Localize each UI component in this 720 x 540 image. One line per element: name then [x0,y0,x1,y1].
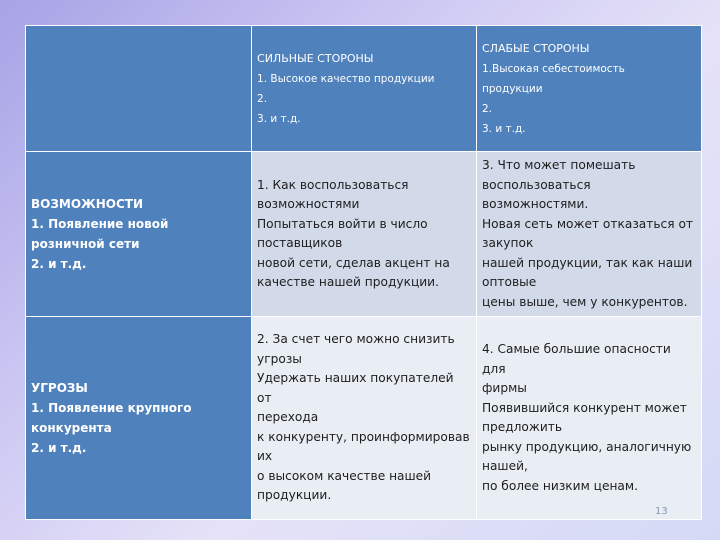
threats-line: конкурента [31,421,112,435]
strengths-line: 1. Высокое качество продукции [257,72,435,85]
so-strategy-cell [252,152,477,317]
st-line: Удержать наших покупателей от [257,371,454,405]
wo-line: нашей продукции, так как наши [482,255,693,270]
swot-header-row [26,26,702,152]
st-line: перехода [257,410,319,425]
wo-line: Новая сеть может отказаться от [482,216,694,231]
swot-threats-row [26,317,702,520]
st-strategy-cell [252,317,477,520]
so-line: Попытаться войти в число [257,216,428,231]
wt-line: фирмы [482,381,527,395]
wo-line: возможностями. [482,197,589,211]
wo-line: закупок [482,236,534,250]
strengths-title: СИЛЬНЫЕ СТОРОНЫ [257,51,374,65]
weaknesses-title: СЛАБЫЕ СТОРОНЫ [482,41,590,55]
opportunities-line: розничной сети [31,237,140,251]
wt-line: по более низким ценам. [482,478,638,493]
page-number: 13 [655,506,668,517]
strengths-line: 2. [257,92,268,105]
st-line: о высоком качестве нашей [257,468,432,483]
wo-strategy-cell [477,152,702,317]
so-line: возможностями [257,197,360,211]
opportunities-title: ВОЗМОЖНОСТИ [31,197,143,211]
wt-line: Появившийся конкурент может [482,400,687,415]
so-line: новой сети, сделав акцент на [257,255,450,270]
weaknesses-line: 1.Высокая себестоимость [482,62,625,75]
wo-line: 3. Что может помешать [482,158,636,172]
threats-line: 1. Появление крупного [31,401,192,415]
threats-title: УГРОЗЫ [31,381,88,395]
so-line: качестве нашей продукции. [257,275,439,289]
st-line: 2. За счет чего можно снизить [257,332,455,347]
swot-matrix [25,25,702,520]
swot-opportunities-row [26,152,702,317]
weaknesses-line: 2. [482,102,493,115]
st-line: продукции. [257,488,332,503]
wo-line: воспользоваться [482,177,591,192]
wt-strategy-cell [477,317,702,520]
wt-line: рынку продукцию, аналогичную [482,439,692,454]
strengths-line: 3. и т.д. [257,112,301,125]
opportunities-line: 2. и т.д. [31,257,87,271]
wt-line: предложить [482,420,563,434]
weaknesses-cell [477,26,702,152]
corner-cell [26,26,252,152]
strengths-cell [252,26,477,152]
threats-cell [26,317,252,520]
so-line: 1. Как воспользоваться [257,177,409,192]
so-line: поставщиков [257,236,343,250]
threats-line: 2. и т.д. [31,441,87,455]
wo-line: оптовые [482,275,537,289]
wo-line: цены выше, чем у конкурентов. [482,294,688,309]
st-line: их [257,449,273,464]
weaknesses-line: 3. и т.д. [482,122,526,135]
st-line: угрозы [257,351,302,366]
opportunities-line: 1. Появление новой [31,217,169,231]
weaknesses-line: продукции [482,82,543,95]
wt-line: 4. Самые большие опасности для [482,342,671,376]
wt-line: нашей, [482,459,528,473]
opportunities-cell [26,152,252,317]
st-line: к конкуренту, проинформировав [257,429,470,444]
